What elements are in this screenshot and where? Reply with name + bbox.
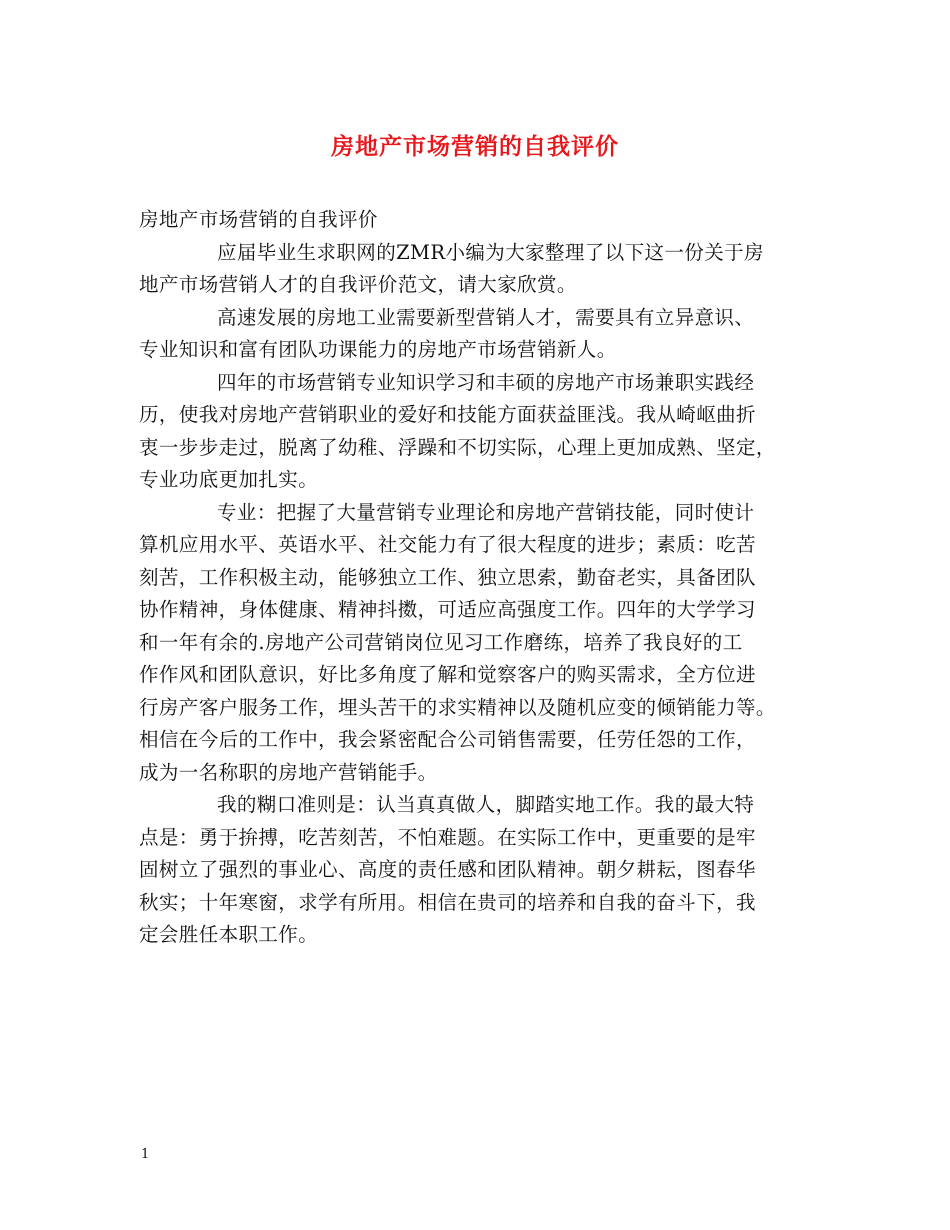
- body-line: 刻苦，工作积极主动，能够独立工作、独立思索，勤奋老实，具备团队: [139, 565, 756, 589]
- body-line: 作作风和团队意识，好比多角度了解和觉察客户的购买需求，全方位进: [139, 663, 756, 686]
- body-line: 成为一名称职的房地产营销能手。: [139, 760, 438, 784]
- body-line: 相信在今后的工作中，我会紧密配合公司销售需要，任劳任怨的工作，: [139, 728, 756, 751]
- body-line: 四年的市场营销专业知识学习和丰硕的房地产市场兼职实践经: [217, 370, 755, 394]
- body-line: 我的糊口准则是：认当真真做人，脚踏实地工作。我的最大特: [217, 793, 755, 816]
- document-body: [139, 204, 839, 952]
- body-line: 高速发展的房地工业需要新型营销人才，需要具有立异意识、: [217, 305, 755, 329]
- document-title: 房地产市场营销的自我评价: [331, 133, 619, 160]
- body-line: 算机应用水平、英语水平、社交能力有了很大程度的进步；素质：吃苦: [139, 533, 756, 556]
- body-line: 衷一步步走过，脱离了幼稚、浮躁和不切实际，心理上更加成熟、坚定，: [139, 435, 776, 459]
- body-line: 专业功底更加扎实。: [139, 468, 319, 491]
- body-line: 固树立了强烈的事业心、高度的责任感和团队精神。朝夕耕耘，图春华: [139, 858, 756, 881]
- body-line: 秋实；十年寒窗，求学有所用。相信在贵司的培养和自我的奋斗下，我: [139, 890, 756, 914]
- body-line: 行房产客户服务工作，埋头苦干的求实精神以及随机应变的倾销能力等。: [139, 695, 776, 719]
- page-number: 1: [141, 1147, 150, 1162]
- body-line: 定会胜任本职工作。: [139, 923, 319, 946]
- body-line: 地产市场营销人才的自我评价范文，请大家欣赏。: [139, 273, 577, 296]
- body-line: 协作精神，身体健康、精神抖擞，可适应高强度工作。四年的大学学习: [139, 598, 756, 621]
- body-line: 专业：把握了大量营销专业理论和房地产营销技能，同时使计: [217, 500, 755, 524]
- body-line: 历，使我对房地产营销职业的爱好和技能方面获益匪浅。我从崎岖曲折: [139, 403, 756, 426]
- body-line: 点是：勇于拚搏，吃苦刻苦，不怕难题。在实际工作中，更重要的是牢: [139, 825, 756, 849]
- body-line: 专业知识和富有团队功课能力的房地产市场营销新人。: [139, 338, 617, 361]
- body-line: 和一年有余的.房地产公司营销岗位见习工作磨练，培养了我良好的工: [139, 630, 743, 654]
- body-line: 房地产市场营销的自我评价: [139, 208, 378, 231]
- body-line: 应届毕业生求职网的ZMR小编为大家整理了以下这一份关于房: [217, 240, 764, 264]
